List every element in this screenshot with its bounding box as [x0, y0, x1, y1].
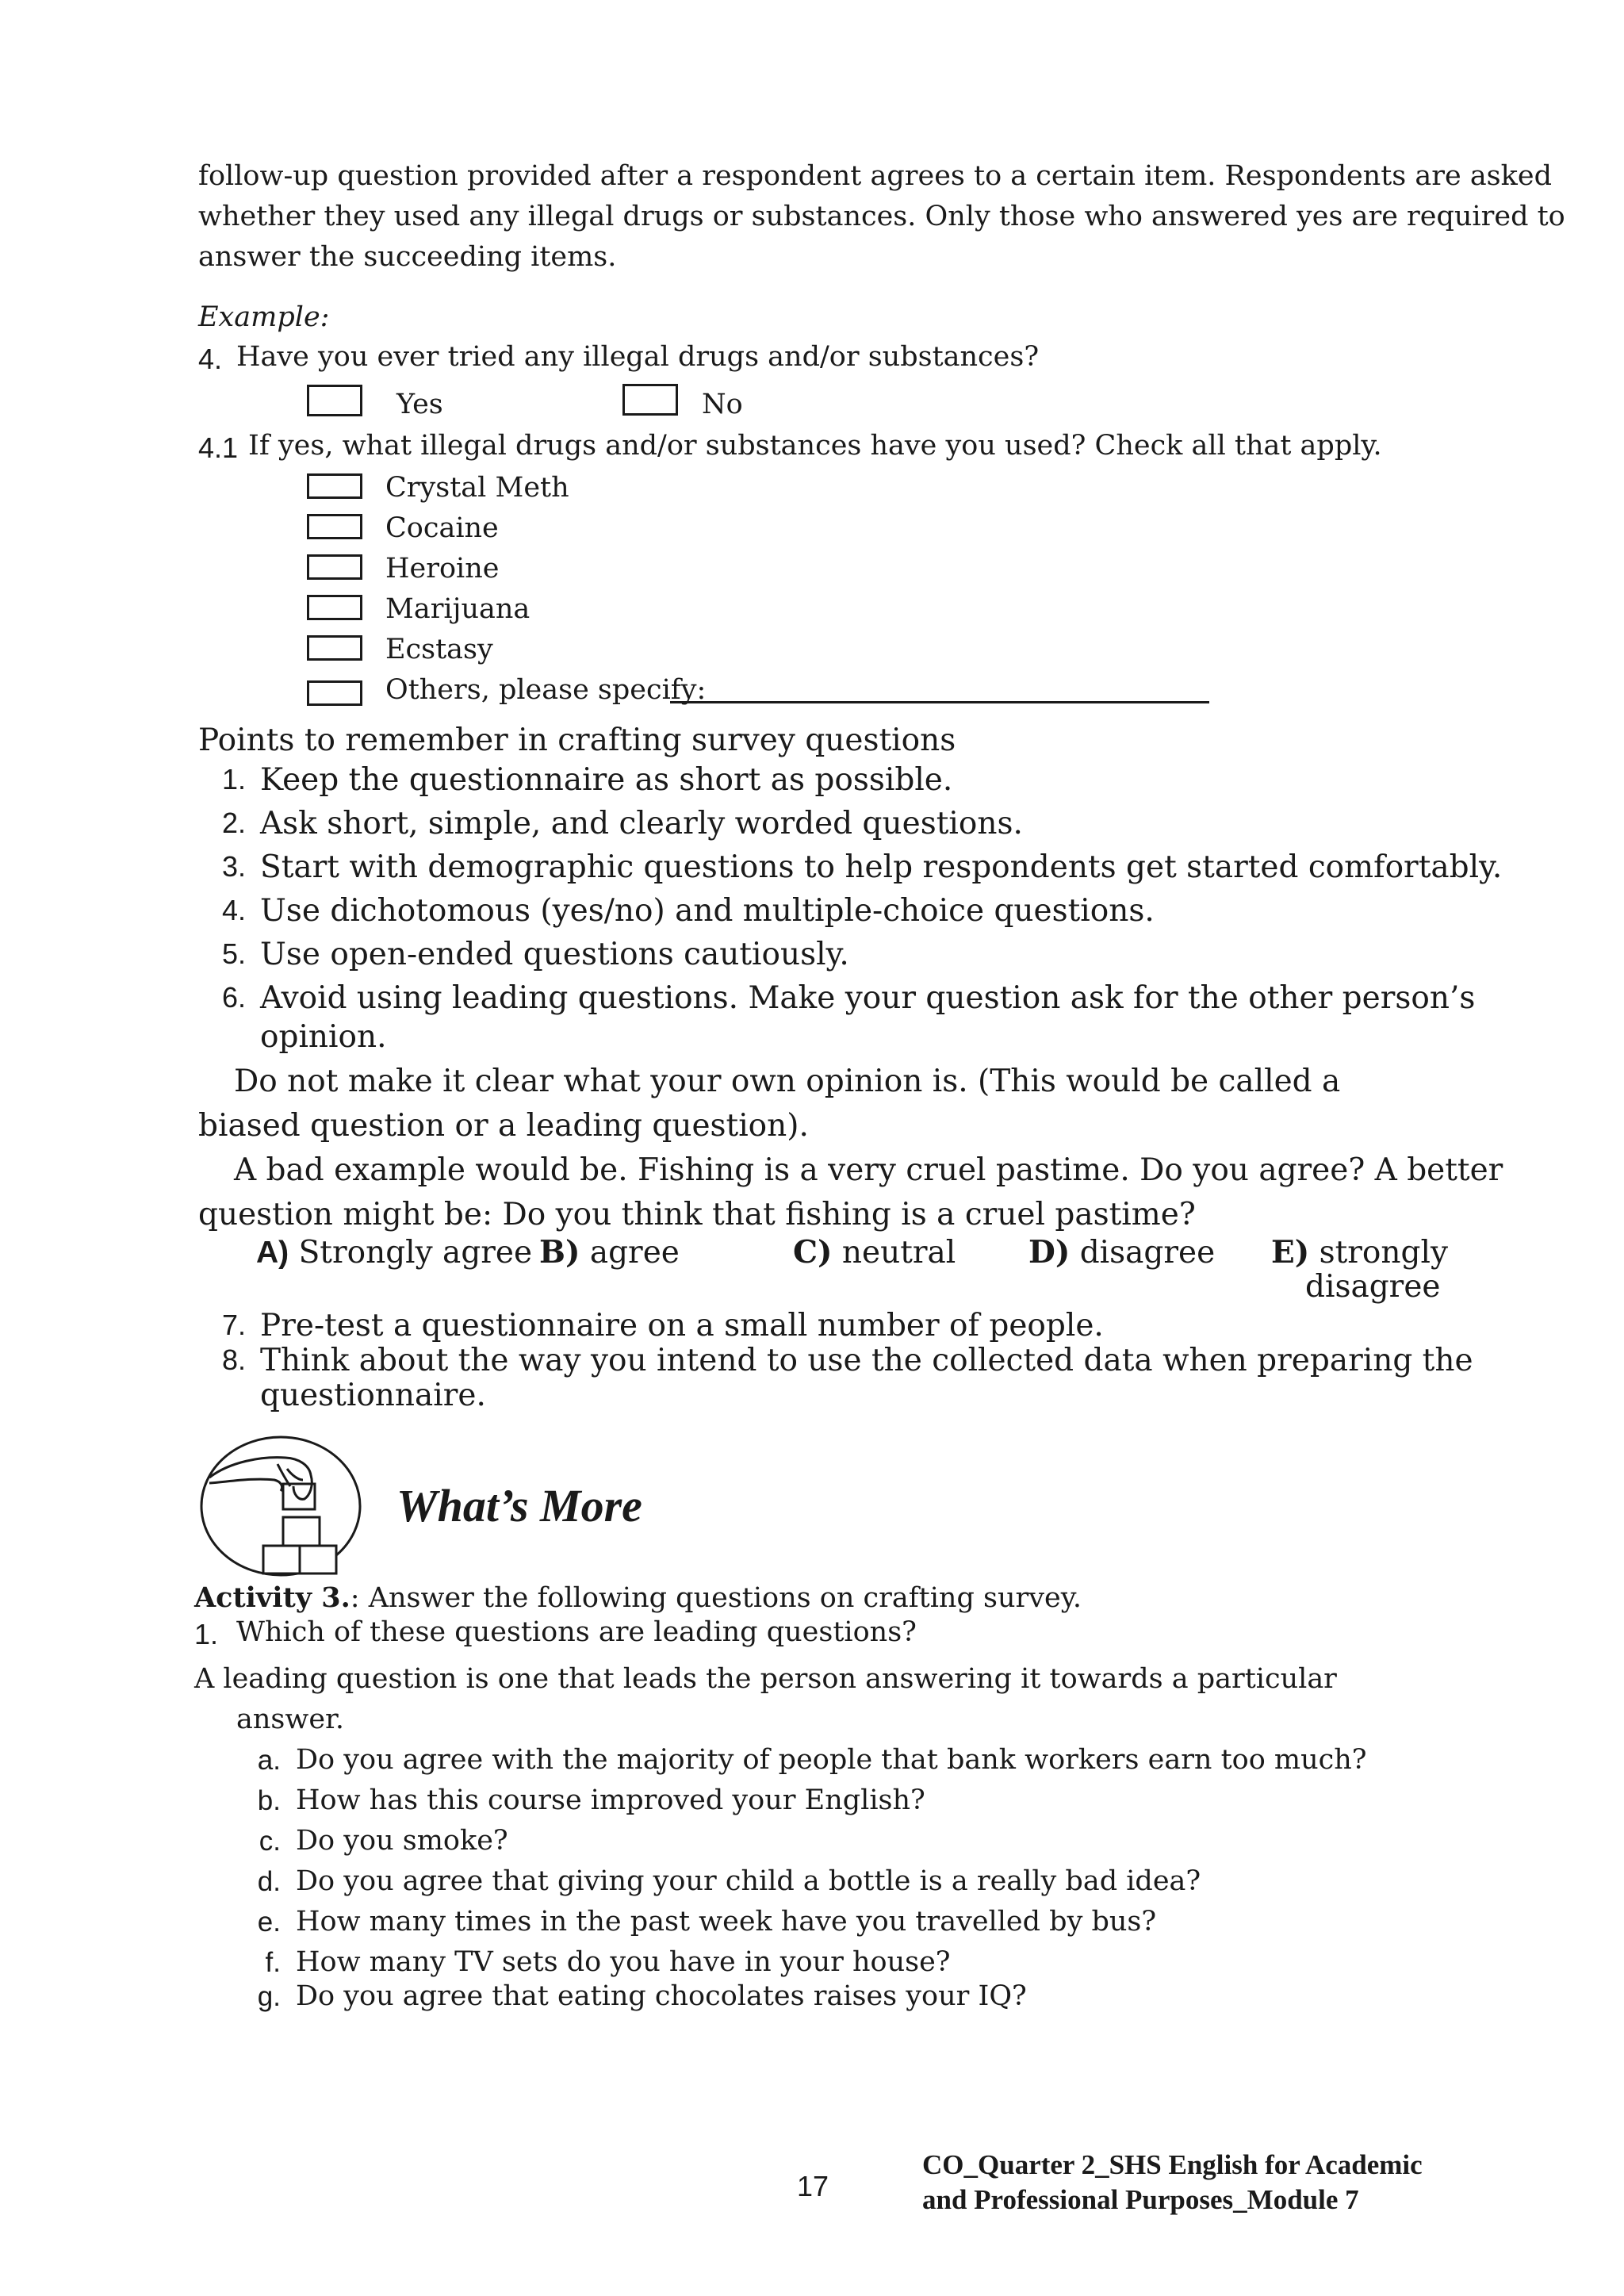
point-text-6: Avoid using leading questions. Make your question ask for the other person’s — [260, 980, 1476, 1016]
intro-line-3: answer the succeeding items. — [198, 241, 617, 273]
activity-question-1-text: Which of these questions are leading questions? — [236, 1616, 917, 1648]
choice-text-c: Do you smoke? — [296, 1825, 508, 1857]
point-text-1: Keep the questionnaire as short as possible. — [260, 762, 953, 798]
scale-letter-d: D) — [1028, 1234, 1071, 1271]
opinion-paragraph-line-1: Do not make it clear what your own opinion is. (This would be called a — [234, 1064, 1341, 1099]
point-text-3: Start with demographic questions to help respondents get started comfortably. — [260, 849, 1503, 885]
points-heading: Points to remember in crafting survey questions — [198, 723, 956, 758]
example-paragraph-line-1: A bad example would be. Fishing is a very cruel pastime. Do you agree? A better — [234, 1152, 1503, 1188]
point-text-5: Use open-ended questions cautiously. — [260, 937, 849, 972]
no-label: No — [702, 389, 743, 420]
footer-line-2: and Professional Purposes_Module 7 — [922, 2184, 1359, 2215]
choice-letter-f: f. — [265, 1947, 281, 1978]
choice-text-d: Do you agree that giving your child a bottle is a really bad idea? — [296, 1865, 1201, 1897]
point-number-5: 5. — [221, 937, 246, 970]
point-text-4: Use dichotomous (yes/no) and multiple-choice questions. — [260, 893, 1155, 929]
activity-label: Activity 3. — [194, 1581, 350, 1614]
example-paragraph-line-2: question might be: Do you think that fishing is a cruel pastime? — [198, 1197, 1196, 1232]
intro-line-2: whether they used any illegal drugs or substances. Only those who answered yes are required to — [198, 201, 1565, 232]
opinion-paragraph-line-2: biased question or a leading question). — [198, 1108, 809, 1144]
point-text-8-continued: questionnaire. — [260, 1378, 486, 1413]
point-text-7: Pre-test a questionnaire on a small number of people. — [260, 1308, 1104, 1343]
definition-line-1: A leading question is one that leads the person answering it towards a particular — [194, 1663, 1337, 1695]
option-checkbox-others[interactable] — [307, 680, 362, 706]
point-text-2: Ask short, simple, and clearly worded questions. — [260, 806, 1023, 841]
choice-letter-a: a. — [257, 1745, 281, 1776]
yes-checkbox[interactable] — [307, 385, 362, 416]
activity-question-1-number: 1. — [194, 1618, 219, 1650]
option-label-cocaine: Cocaine — [385, 512, 499, 544]
point-number-4: 4. — [221, 894, 246, 926]
choice-letter-d: d. — [257, 1866, 281, 1897]
scale-letter-e: E) — [1271, 1234, 1310, 1271]
point-number-8: 8. — [221, 1343, 246, 1376]
option-label-heroine: Heroine — [385, 553, 500, 585]
scale-text-e-continued: disagree — [1305, 1269, 1441, 1305]
option-label-marijuana: Marijuana — [385, 593, 530, 625]
scale-option-c — [793, 1234, 956, 1271]
yes-label: Yes — [396, 389, 443, 420]
definition-line-2: answer. — [236, 1704, 345, 1735]
point-text-8: Think about the way you intend to use the collected data when preparing the — [260, 1343, 1473, 1378]
scale-text-e: strongly — [1319, 1235, 1448, 1271]
point-text-6-continued: opinion. — [260, 1019, 387, 1055]
option-checkbox-cocaine[interactable] — [307, 514, 362, 539]
choice-letter-b: b. — [257, 1785, 281, 1816]
scale-text-c: neutral — [841, 1235, 956, 1271]
option-label-others: Others, please specify: — [385, 674, 707, 706]
question-4-text: Have you ever tried any illegal drugs and/or substances? — [236, 341, 1040, 373]
no-checkbox[interactable] — [622, 384, 678, 416]
example-label: Example: — [198, 301, 330, 333]
scale-option-b — [539, 1234, 680, 1271]
scale-letter-b: B) — [539, 1234, 580, 1271]
question-4-1-text: If yes, what illegal drugs and/or substances have you used? Check all that apply. — [248, 430, 1382, 462]
others-specify-line[interactable] — [670, 701, 1209, 703]
choice-text-f: How many TV sets do you have in your house? — [296, 1946, 951, 1978]
activity-text: : Answer the following questions on crafting survey. — [350, 1582, 1082, 1614]
question-4-1-number: 4.1 — [198, 431, 239, 464]
choice-text-g: Do you agree that eating chocolates raises your IQ? — [296, 1980, 1027, 2012]
point-number-2: 2. — [221, 807, 246, 839]
question-4-number: 4. — [198, 343, 223, 375]
hand-stacking-blocks-icon — [198, 1434, 363, 1578]
option-checkbox-heroine[interactable] — [307, 554, 362, 580]
intro-line-1: follow-up question provided after a respondent agrees to a certain item. Respondents are asked — [198, 160, 1552, 192]
option-label-ecstasy: Ecstasy — [385, 634, 493, 665]
choice-letter-e: e. — [257, 1907, 281, 1938]
option-checkbox-ecstasy[interactable] — [307, 635, 362, 661]
point-number-6: 6. — [221, 981, 246, 1014]
scale-text-d: disagree — [1079, 1235, 1216, 1271]
scale-option-a — [256, 1235, 533, 1271]
activity-instruction — [194, 1581, 1082, 1614]
choice-letter-g: g. — [257, 1981, 281, 2012]
scale-text-b: agree — [589, 1235, 680, 1271]
scale-letter-c: C) — [793, 1234, 833, 1271]
scale-option-e — [1271, 1234, 1448, 1271]
choice-text-b: How has this course improved your English? — [296, 1784, 925, 1816]
footer-line-1: CO_Quarter 2_SHS English for Academic — [922, 2149, 1423, 2180]
section-title: What’s More — [396, 1480, 642, 1531]
point-number-1: 1. — [221, 763, 246, 795]
choice-text-a: Do you agree with the majority of people that bank workers earn too much? — [296, 1744, 1367, 1776]
page-number: 17 — [797, 2170, 829, 2202]
scale-text-a: Strongly agree — [298, 1235, 533, 1271]
point-number-7: 7. — [221, 1309, 246, 1341]
point-number-3: 3. — [221, 850, 246, 883]
choice-letter-c: c. — [259, 1826, 281, 1857]
option-checkbox-marijuana[interactable] — [307, 595, 362, 620]
choice-text-e: How many times in the past week have you travelled by bus? — [296, 1906, 1157, 1938]
scale-letter-a: A) — [256, 1236, 289, 1270]
option-label-crystal-meth: Crystal Meth — [385, 472, 569, 504]
option-checkbox-crystal-meth[interactable] — [307, 473, 362, 499]
scale-option-d — [1028, 1234, 1216, 1271]
